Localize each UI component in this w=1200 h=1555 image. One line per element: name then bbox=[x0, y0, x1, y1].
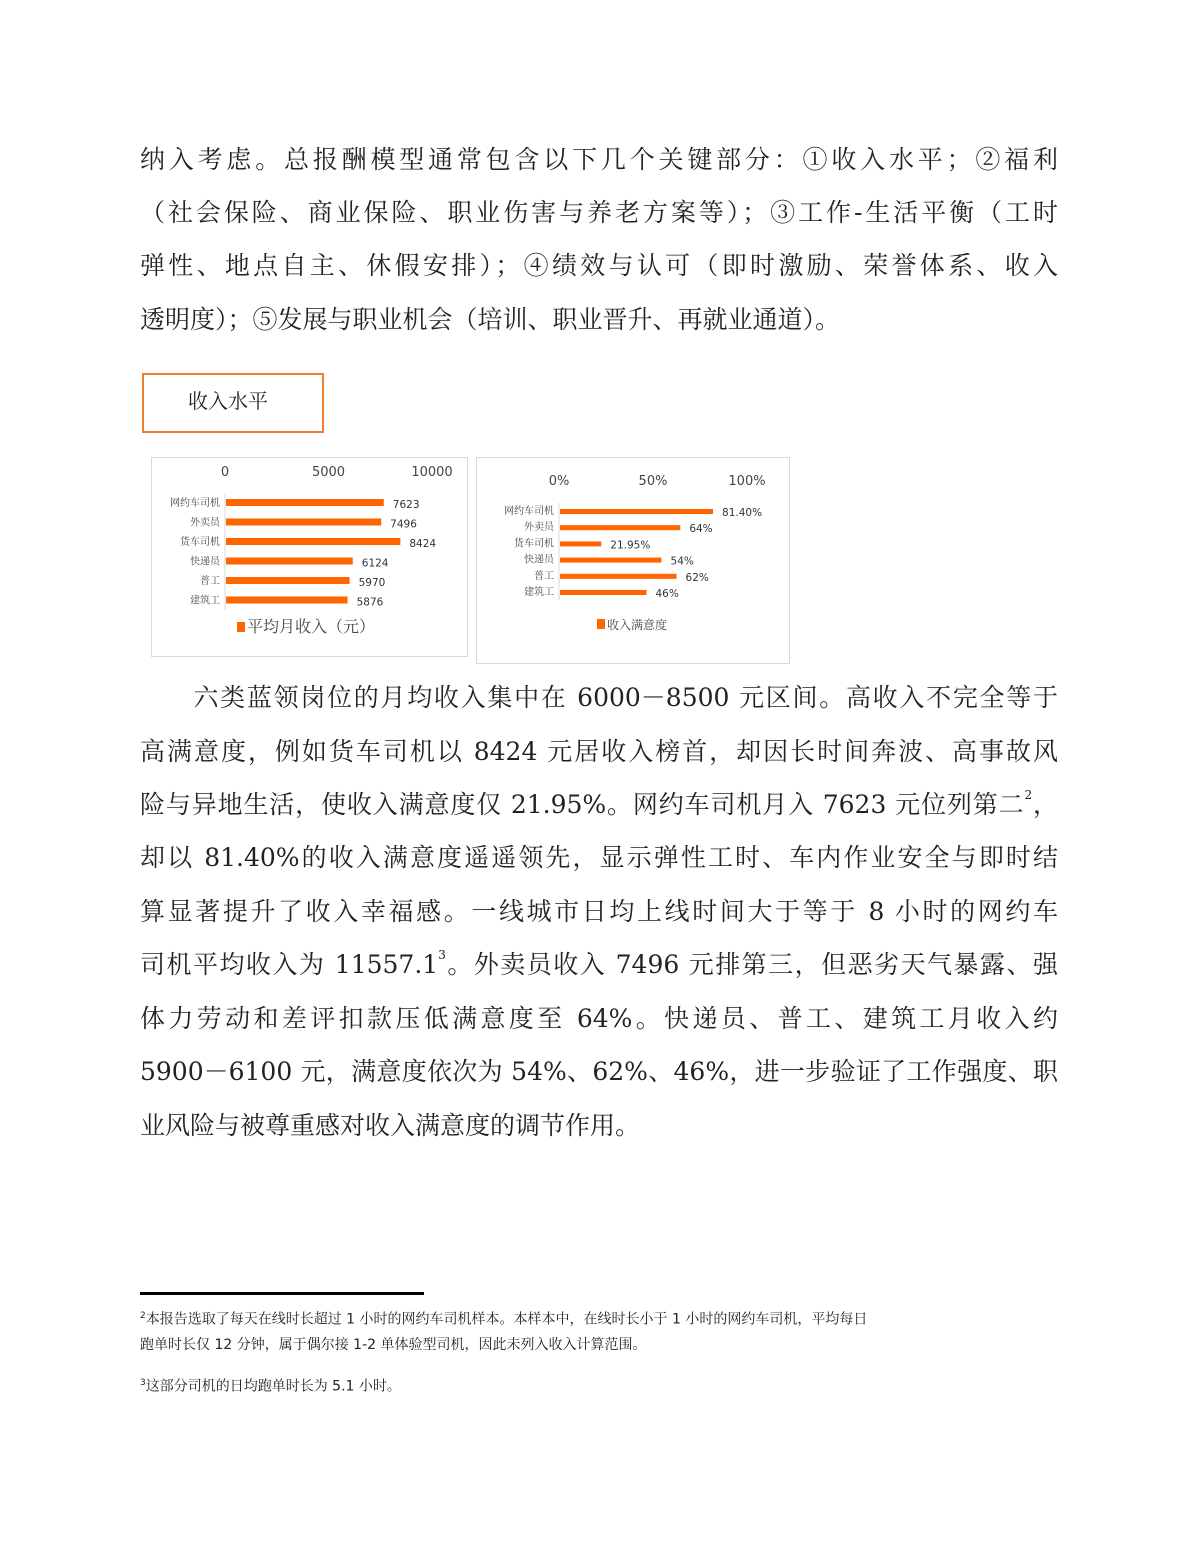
text-segment: （社会保险、商业保险、职业伤害与养老方案等）；③工作-生活平衡（工时 bbox=[140, 198, 1058, 227]
text-segment: 高满意度，例如货车司机以 8424 元居收入榜首，却因长时间奔波、高事故风 bbox=[140, 737, 1058, 766]
text-line bbox=[140, 735, 1058, 769]
chart-income-satisfaction bbox=[476, 457, 790, 664]
axis-tick-label: 0 bbox=[220, 465, 230, 480]
text-line bbox=[140, 249, 1058, 283]
legend-label: 平均月收入（元） bbox=[247, 617, 376, 636]
data-label: 46% bbox=[655, 588, 679, 600]
footnote-number: 3 bbox=[140, 1378, 146, 1388]
text-line bbox=[140, 788, 1058, 822]
data-label: 5876 bbox=[356, 596, 384, 609]
category-label: 建筑工 bbox=[524, 587, 554, 598]
category-label: 货车司机 bbox=[514, 538, 554, 550]
text-line bbox=[140, 948, 1058, 982]
axis-tick-label: 50% bbox=[638, 474, 668, 489]
category-label: 外卖员 bbox=[524, 522, 554, 534]
data-label: 7623 bbox=[392, 499, 420, 511]
category-label: 网约车司机 bbox=[504, 506, 554, 517]
text-segment: 六类蓝领岗位的月均收入集中在 6000－8500 元区间。高收入不完全等于 bbox=[140, 683, 1058, 712]
text-line bbox=[140, 1002, 1058, 1036]
text-line bbox=[140, 143, 1058, 177]
axis-tick-label: 10000 bbox=[411, 465, 453, 480]
text-line bbox=[140, 1055, 1058, 1089]
legend-label: 收入满意度 bbox=[607, 618, 668, 632]
category-label: 快递员 bbox=[190, 556, 220, 568]
text-line bbox=[140, 895, 1058, 929]
data-label: 64% bbox=[689, 523, 713, 536]
legend-swatch bbox=[597, 619, 605, 629]
chart-svg bbox=[152, 458, 467, 656]
bar bbox=[226, 519, 381, 526]
category-label: 快递员 bbox=[524, 554, 554, 566]
data-label: 8424 bbox=[409, 538, 437, 550]
footnote-separator bbox=[140, 1292, 424, 1295]
data-label: 21.95% bbox=[610, 539, 651, 552]
axis-tick-label: 100% bbox=[728, 474, 766, 489]
text-segment: 5900－6100 元，满意度依次为 54%、62%、46%，进一步验证了工作强度、职 bbox=[140, 1057, 1058, 1086]
footnote-text: 这部分司机的日均跑单时长为 5.1 小时。 bbox=[145, 1378, 401, 1395]
data-label: 5970 bbox=[358, 577, 386, 589]
axis-tick-label: 0% bbox=[548, 474, 570, 489]
data-label: 6124 bbox=[361, 557, 389, 570]
text-segment: 险与异地生活，使收入满意度仅 21.95%。网约车司机月入 7623 元位列第二 bbox=[140, 790, 1025, 819]
footnote-number: 2 bbox=[140, 1311, 146, 1321]
text-segment: 。外卖员收入 7496 元排第三，但恶劣天气暴露、强 bbox=[445, 950, 1058, 979]
text-segment: 司机平均收入为 11557.1 bbox=[140, 950, 439, 979]
category-label: 建筑工 bbox=[190, 595, 220, 607]
bar bbox=[226, 499, 384, 506]
chart-average-monthly-income bbox=[151, 457, 468, 657]
text-line bbox=[140, 681, 1058, 715]
footnote-text: 跑单时长仅 12 分钟，属于偶尔接 1-2 单体验型司机，因此未列入收入计算范围。 bbox=[140, 1336, 647, 1353]
bar bbox=[560, 558, 662, 563]
footnote-ref: 3 bbox=[438, 948, 446, 962]
category-label: 网约车司机 bbox=[170, 498, 220, 509]
text-line bbox=[140, 303, 1058, 337]
bar bbox=[560, 590, 646, 595]
text-segment: 算显著提升了收入幸福感。一线城市日均上线时间大于等于 8 小时的网约车 bbox=[140, 897, 1058, 926]
footnote-ref: 2 bbox=[1024, 788, 1033, 802]
category-label: 货车司机 bbox=[180, 537, 220, 548]
bar bbox=[560, 574, 677, 579]
chart-svg bbox=[477, 458, 789, 663]
data-label: 54% bbox=[670, 555, 694, 568]
bar bbox=[226, 558, 353, 565]
legend-swatch bbox=[237, 622, 245, 632]
bar bbox=[226, 577, 350, 584]
text-line bbox=[140, 1109, 1058, 1143]
text-segment: ， bbox=[1032, 790, 1058, 819]
axis-tick-label: 5000 bbox=[311, 465, 346, 480]
footnote-text: 本报告选取了每天在线时长超过 1 小时的网约车司机样本。本样本中，在线时长小于 1 小时的网约车司机，平均每日 bbox=[145, 1311, 868, 1328]
text-line bbox=[140, 841, 1058, 875]
category-label: 普工 bbox=[534, 570, 554, 582]
bar bbox=[560, 541, 601, 546]
footnote bbox=[140, 1304, 867, 1358]
bar bbox=[226, 538, 400, 545]
section-label-income-level: 收入水平 bbox=[142, 373, 324, 433]
category-label: 外卖员 bbox=[190, 517, 220, 529]
text-segment: 透明度）；⑤发展与职业机会（培训、职业晋升、再就业通道）。 bbox=[140, 305, 841, 334]
data-label: 81.40% bbox=[722, 507, 763, 519]
data-label: 7496 bbox=[390, 518, 417, 531]
text-segment: 业风险与被尊重感对收入满意度的调节作用。 bbox=[140, 1111, 641, 1140]
bar bbox=[560, 509, 713, 514]
bar bbox=[226, 597, 348, 604]
footnote bbox=[140, 1371, 401, 1400]
text-segment: 却以 81.40%的收入满意度遥遥领先，显示弹性工时、车内作业安全与即时结 bbox=[140, 843, 1058, 872]
category-label: 普工 bbox=[200, 576, 220, 587]
text-segment: 纳入考虑。总报酬模型通常包含以下几个关键部分：①收入水平；②福利 bbox=[140, 145, 1058, 174]
bar bbox=[560, 525, 680, 530]
data-label: 62% bbox=[685, 571, 709, 584]
text-line bbox=[140, 196, 1058, 230]
text-segment: 弹性、地点自主、休假安排）；④绩效与认可（即时激励、荣誉体系、收入 bbox=[140, 251, 1058, 280]
text-segment: 体力劳动和差评扣款压低满意度至 64%。快递员、普工、建筑工月收入约 bbox=[140, 1004, 1058, 1033]
